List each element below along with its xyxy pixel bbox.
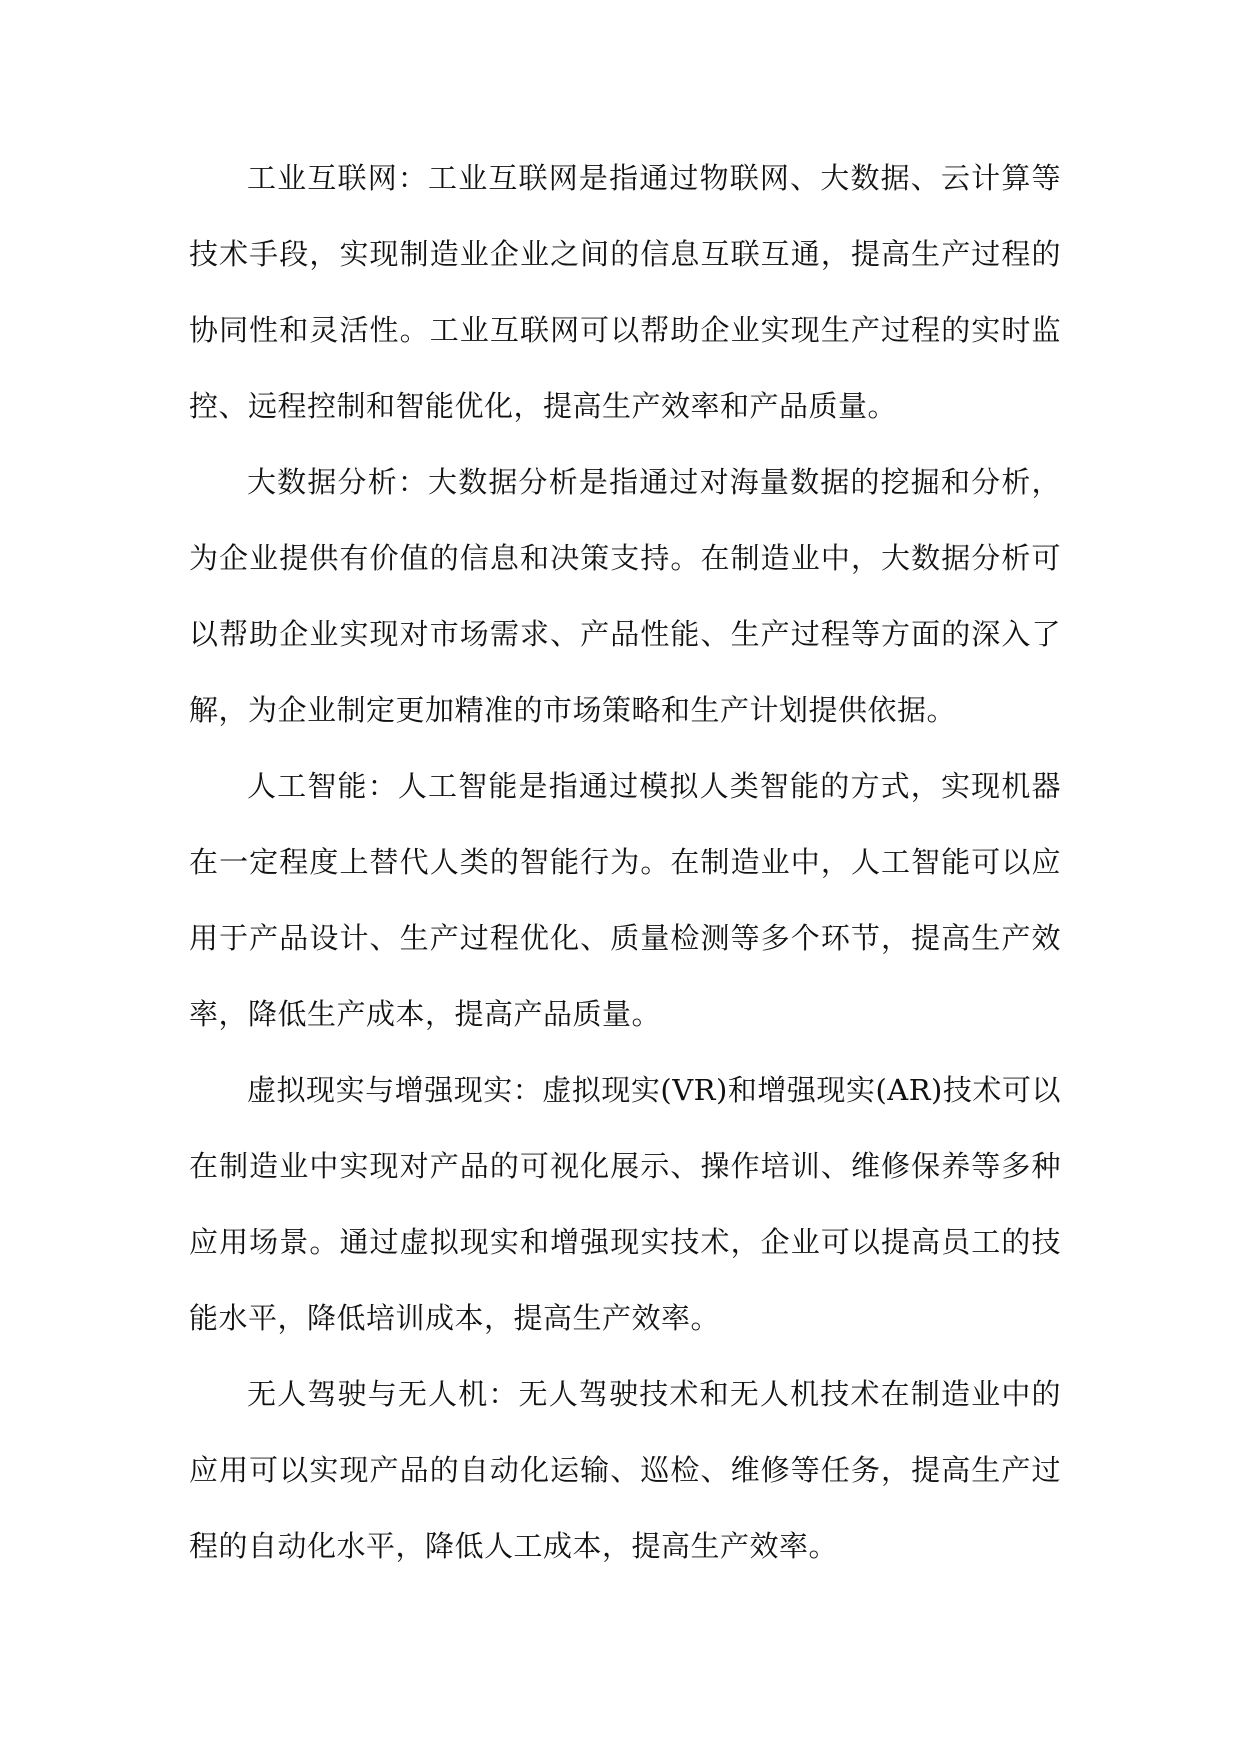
paragraph-big-data-analysis: 大数据分析：大数据分析是指通过对海量数据的挖掘和分析，为企业提供有价值的信息和决策支持。在制造业中，大数据分析可以帮助企业实现对市场需求、产品性能、生产过程等方面的深入了解，为企业制定更加精准的市场策略和生产计划提供依据。 (189, 465, 1061, 727)
paragraph-industrial-internet: 工业互联网：工业互联网是指通过物联网、大数据、云计算等技术手段，实现制造业企业之间的信息互联互通，提高生产过程的协同性和灵活性。工业互联网可以帮助企业实现生产过程的实时监控、远程控制和智能优化，提高生产效率和产品质量。 (189, 161, 1061, 423)
document-body (189, 140, 1061, 1584)
paragraph-vr-ar: 虚拟现实与增强现实：虚拟现实(VR)和增强现实(AR)技术可以在制造业中实现对产品的可视化展示、操作培训、维修保养等多种应用场景。通过虚拟现实和增强现实技术，企业可以提高员工的技能水平，降低培训成本，提高生产效率。 (189, 1073, 1061, 1335)
paragraph-autonomous-driving-drones: 无人驾驶与无人机：无人驾驶技术和无人机技术在制造业中的应用可以实现产品的自动化运输、巡检、维修等任务，提高生产过程的自动化水平，降低人工成本，提高生产效率。 (189, 1377, 1061, 1563)
paragraph-artificial-intelligence: 人工智能：人工智能是指通过模拟人类智能的方式，实现机器在一定程度上替代人类的智能行为。在制造业中，人工智能可以应用于产品设计、生产过程优化、质量检测等多个环节，提高生产效率，降低生产成本，提高产品质量。 (189, 769, 1061, 1031)
